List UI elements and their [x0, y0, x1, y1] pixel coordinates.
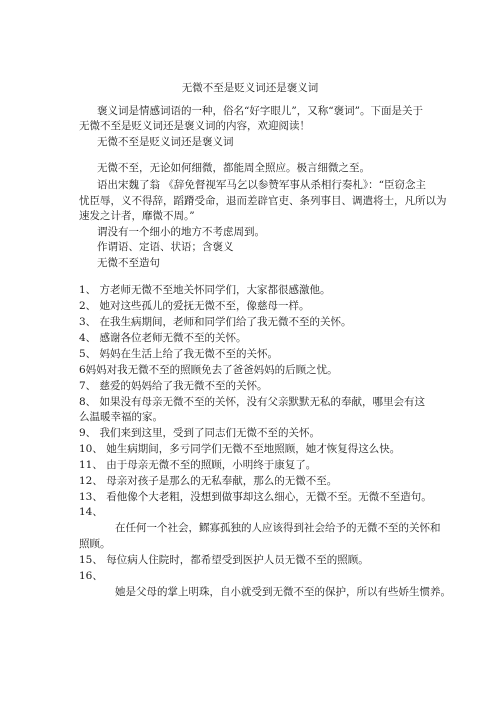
sentence-item: 11、 由于母亲无微不至的照顾，小明终于康复了。	[79, 459, 317, 471]
sentence-item: 2、 她对这些孤儿的爱抚无微不至，像慈母一样。	[79, 300, 310, 312]
definition-usage: 作谓语、定语、状语；含褒义	[97, 241, 234, 253]
examples-heading: 无微不至造句	[97, 257, 160, 269]
source-line-3: 速发之计者，靡微不周。”	[79, 210, 195, 222]
sentence-item: 14、	[79, 506, 103, 518]
sentence-continuation: 在任何一个社会，鳏寡孤独的人应该得到社会给予的无微不至的关怀和	[115, 522, 441, 534]
definition-explain: 谓没有一个细小的地方不考虑周到。	[97, 226, 265, 238]
intro-line-1: 褒义词是情感词语的一种，俗名“好字眼儿”，又称“褒词”。下面是关于	[97, 105, 423, 117]
sentence-continuation: 么温暖幸福的家。	[79, 411, 163, 423]
intro-subheading: 无微不至是贬义词还是褒义词	[97, 136, 234, 148]
definition-meaning: 无微不至，无论如何细微，都能周全照应。极言细微之至。	[97, 162, 370, 174]
sentence-item: 7、 慈爱的妈妈给了我无微不至的关怀。	[79, 380, 268, 392]
sentence-continuation: 照顾。	[79, 538, 111, 550]
sentence-item: 15、 每位病人住院时，都希望受到医护人员无微不至的照顾。	[79, 554, 369, 566]
intro-line-2: 无微不至是贬义词还是褒义词的内容，欢迎阅读！	[79, 120, 310, 132]
sentence-item: 16、	[79, 570, 103, 582]
sentence-item: 1、 方老师无微不至地关怀同学们，大家都很感激他。	[79, 284, 331, 296]
source-line-1: 语出宋魏了翁 《辞免督视军马乞以参赞军事从杀相行奏札》：“臣窃念主	[97, 179, 426, 191]
sentence-item: 4、 感谢各位老师无微不至的关怀。	[79, 332, 247, 344]
sentence-item: 10、 她生病期间，多亏同学们无微不至地照顾，她才恢复得这么快。	[79, 443, 401, 455]
sentence-item: 12、 母亲对孩子是那么的无私奉献，那么的无微不至。	[79, 475, 338, 487]
document-title: 无微不至是贬义词还是褒义词	[181, 82, 319, 94]
sentence-continuation: 她是父母的掌上明珠，自小就受到无微不至的保护，所以有些娇生惯养。	[115, 586, 451, 598]
sentence-item: 8、 如果没有母亲无微不至的关怀，没有父亲默默无私的奉献，哪里会有这	[79, 396, 426, 408]
sentence-item: 9、 我们来到这里，受到了同志们无微不至的关怀。	[79, 427, 321, 439]
sentence-item: 5、 妈妈在生活上给了我无微不至的关怀。	[79, 348, 279, 360]
sentence-item: 6妈妈对我无微不至的照顾免去了爸爸妈妈的后顾之忧。	[79, 364, 338, 376]
sentence-item: 13、 看他像个大老粗，没想到做事却这么细心，无微不至。无微不至造句。	[79, 491, 432, 503]
sentence-item: 3、 在我生病期间，老师和同学们给了我无微不至的关怀。	[79, 316, 352, 328]
source-line-2: 忧臣辱，义不得辞，蹈蹐受命，退而差辟官吏、条列事目、调遣将士，凡所以为	[79, 195, 447, 207]
